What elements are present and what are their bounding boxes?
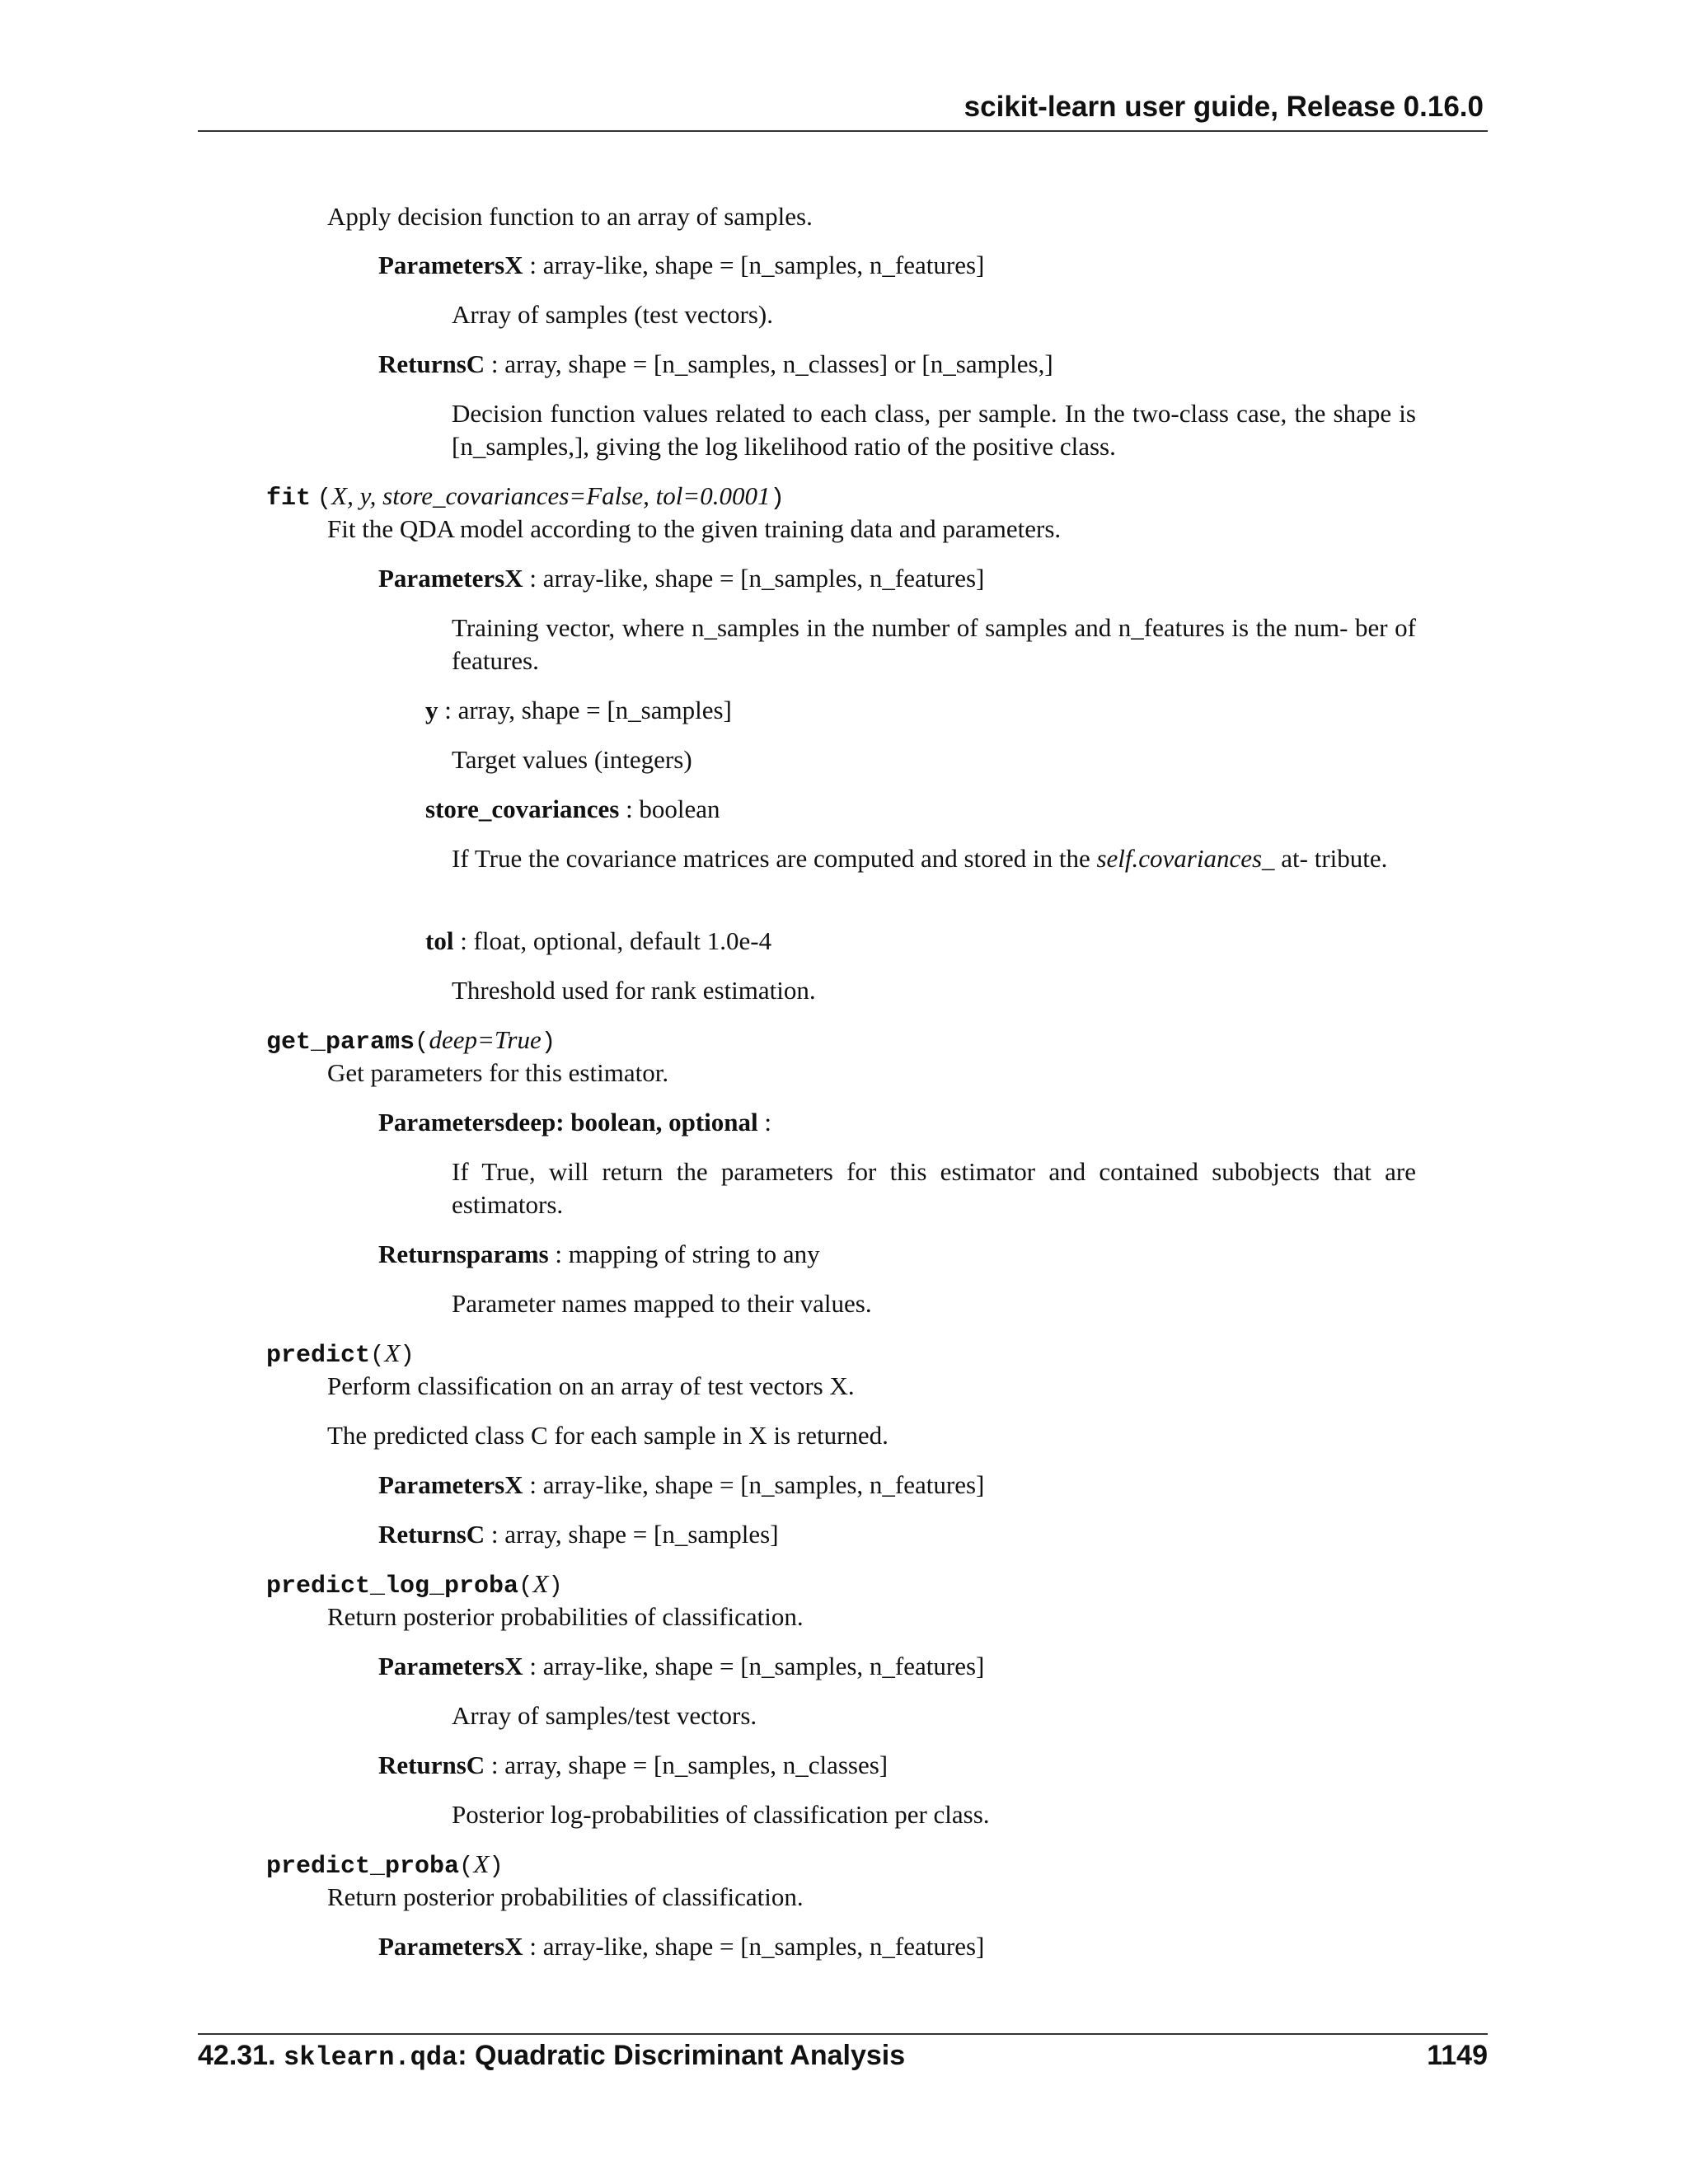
param-name: store_covariances [425,794,620,823]
param-name: y [425,696,438,724]
param-type: : array, shape = [n_samples] [438,696,732,724]
fit-param-x-desc: Training vector, where n_samples in the number of samples and n_features is the num- ber of features. [452,613,1416,675]
predict-log-proba-returns-desc: Posterior log-probabilities of classification per class. [452,1800,990,1829]
param-name: X [504,1652,523,1680]
predict-log-proba-param-x [378,1650,984,1683]
predict-proba-description: Return posterior probabilities of classification. [327,1882,804,1911]
parameters-label: Parameters [378,1470,505,1499]
predict-log-proba-param-x-desc: Array of samples/test vectors. [452,1701,757,1730]
footer-rule [198,2033,1488,2035]
fit-param-store-covariances-desc: If True the covariance matrices are computed and stored in the self.covariances_ at- tribute. [452,844,1388,873]
predict-description: Perform classification on an array of test vectors X. [327,1371,855,1400]
param-type: : array-like, shape = [n_samples, n_features] [523,251,985,279]
method-name: get_params [266,1029,415,1057]
get-params-returns [378,1238,820,1271]
fit-param-y [425,694,732,727]
predict-returns [378,1518,779,1551]
param-name: X [504,564,523,593]
running-header: scikit-learn user guide, Release 0.16.0 [964,91,1484,123]
param-type: : array-like, shape = [n_samples, n_features] [523,1652,985,1680]
section-number: 42.31. [198,2040,284,2071]
method-args: X [473,1849,490,1878]
method-name: fit [266,485,312,513]
header-rule [198,130,1488,132]
returns-name: C [466,1520,485,1549]
param-name: X [504,251,523,279]
predict-log-proba-description: Return posterior probabilities of classification. [327,1602,804,1631]
decision-function-returns [378,348,1053,381]
parameters-label: Parameters [378,1108,505,1137]
fit-description: Fit the QDA model according to the given training data and parameters. [327,514,1062,543]
returns-type: : array, shape = [n_samples, n_classes] or [n_samples,] [485,349,1053,378]
get-params-signature: get_params(deep=True) [266,1025,556,1057]
fit-param-tol-desc: Threshold used for rank estimation. [452,976,816,1005]
method-args: X [384,1338,401,1367]
parameters-label: Parameters [378,1932,505,1961]
param-type: : [757,1108,772,1137]
fit-signature: fit (X, y, store_covariances=False, tol=0.0001) [266,481,785,513]
returns-label: Returns [378,1750,467,1779]
param-type: : float, optional, default 1.0e-4 [453,926,772,955]
returns-name: params [466,1240,549,1268]
returns-type: : array, shape = [n_samples, n_classes] [485,1750,889,1779]
predict-proba-param-x [378,1930,984,1963]
parameters-label: Parameters [378,251,505,279]
method-args: X [532,1569,549,1598]
module-name: sklearn.qda [283,2042,458,2073]
fit-param-y-desc: Target values (integers) [452,745,692,774]
method-args: X, y, store_covariances=False, tol=0.0001 [331,481,771,510]
returns-name: C [466,1750,485,1779]
section-title: : Quadratic Discriminant Analysis [457,2040,906,2071]
get-params-param-deep [378,1106,771,1139]
param-name: X [504,1470,523,1499]
predict-param-x [378,1469,984,1502]
running-footer [198,2040,905,2073]
get-params-param-deep-desc: If True, will return the parameters for this estimator and contained subobjects that are estimators. [452,1157,1416,1219]
returns-type: : array, shape = [n_samples] [485,1520,779,1549]
fit-param-x [378,562,984,595]
get-params-returns-desc: Parameter names mapped to their values. [452,1289,872,1318]
param-name: X [504,1932,523,1961]
parameters-label: Parameters [378,564,505,593]
method-args: deep=True [429,1025,542,1054]
returns-label: Returns [378,1520,467,1549]
decision-function-param-x-desc: Array of samples (test vectors). [452,300,773,329]
predict-log-proba-signature: predict_log_proba(X) [266,1569,563,1601]
param-name: tol [425,926,454,955]
method-name: predict_proba [266,1853,460,1881]
fit-param-tol [425,925,771,958]
method-name: predict_log_proba [266,1572,519,1601]
param-type: : boolean [619,794,720,823]
predict-log-proba-returns [378,1749,888,1782]
fit-param-store-covariances [425,793,720,826]
decision-function-returns-desc: Decision function values related to each class, per sample. In the two-class case, the shape is [n_samples,], giving the log likelihood ratio of the positive class. [452,399,1416,461]
returns-label: Returns [378,1240,467,1268]
returns-name: C [466,349,485,378]
param-type: : array-like, shape = [n_samples, n_features] [523,1470,985,1499]
param-type: : array-like, shape = [n_samples, n_features] [523,564,985,593]
get-params-description: Get parameters for this estimator. [327,1058,669,1087]
page-number: 1149 [1427,2040,1488,2071]
predict-description-2: The predicted class C for each sample in X is returned. [327,1421,889,1450]
param-name: deep: boolean, optional [504,1108,758,1137]
returns-type: : mapping of string to any [548,1240,820,1268]
decision-function-description: Apply decision function to an array of samples. [327,202,813,231]
returns-label: Returns [378,349,467,378]
decision-function-param-x [378,249,984,282]
predict-signature: predict(X) [266,1338,415,1370]
method-name: predict [266,1342,371,1370]
param-type: : array-like, shape = [n_samples, n_features] [523,1932,985,1961]
predict-proba-signature: predict_proba(X) [266,1849,504,1881]
parameters-label: Parameters [378,1652,505,1680]
